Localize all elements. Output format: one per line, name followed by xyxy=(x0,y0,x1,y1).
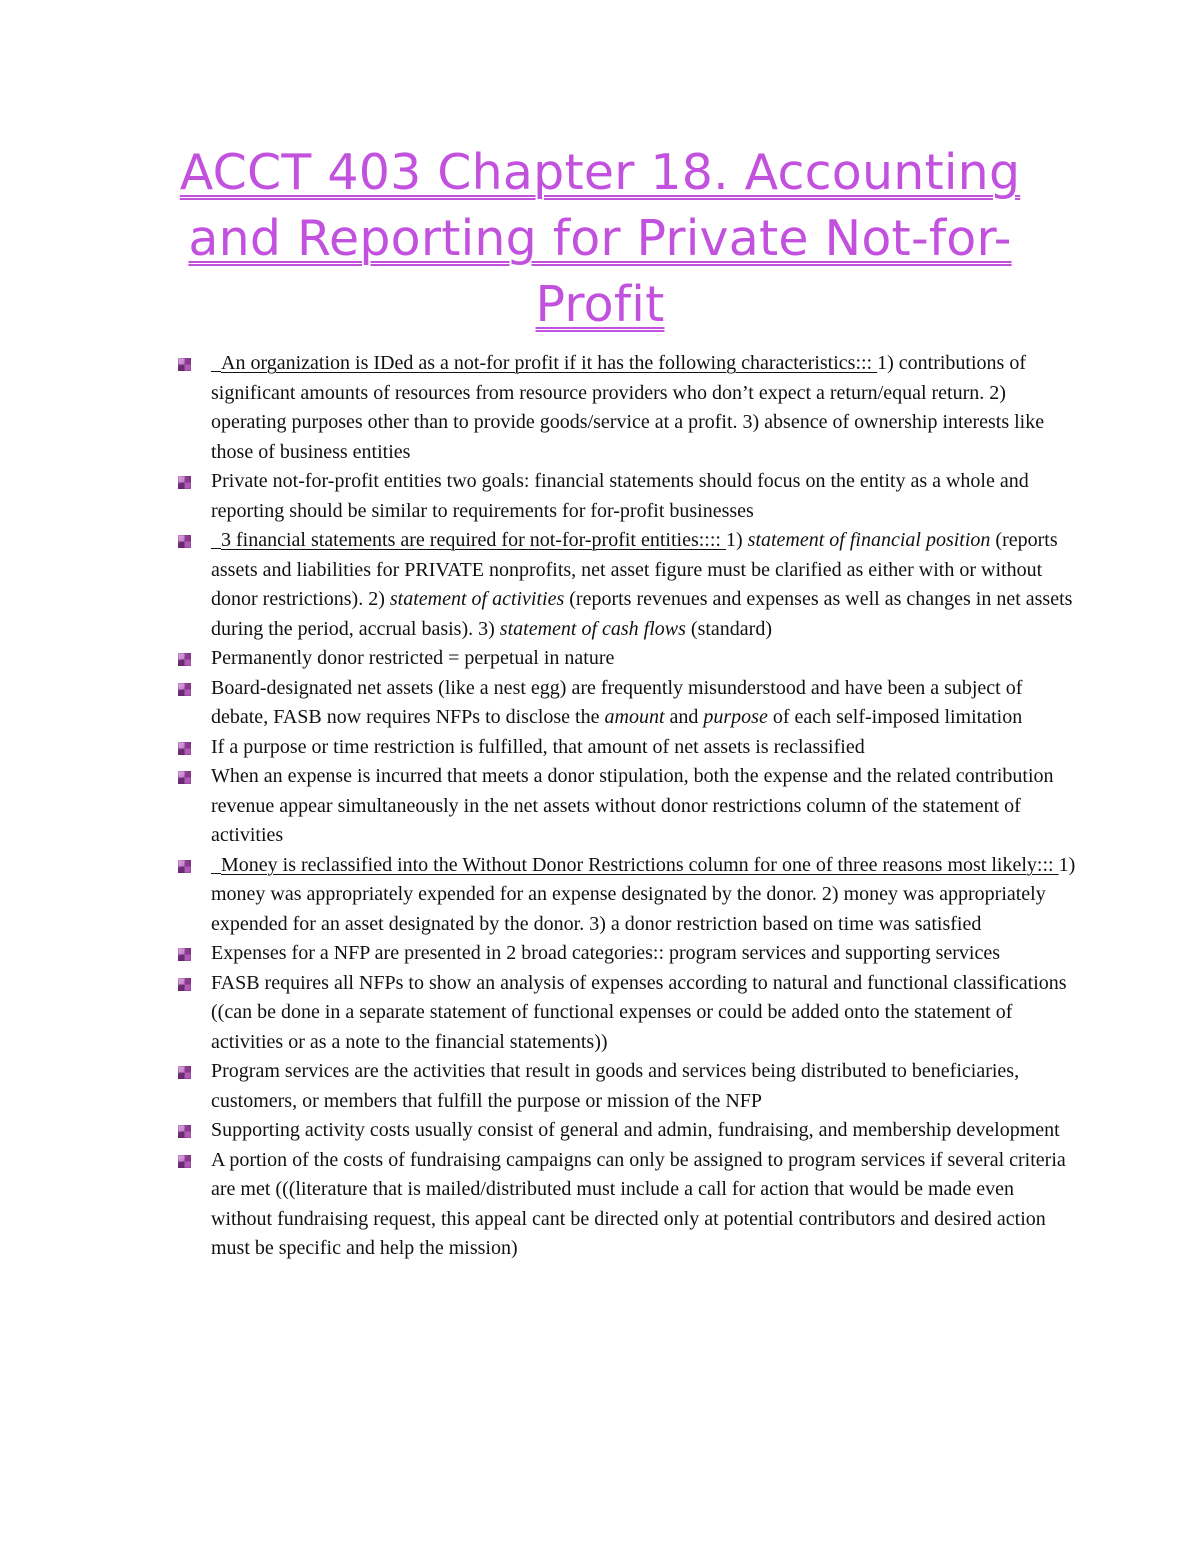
item-text: and xyxy=(664,706,704,728)
item-text: 1) xyxy=(725,529,748,551)
item-text: (reports revenues and expenses as well as changes in net assets during the period, accrual basis). 3) xyxy=(211,588,1073,640)
item-text: Expenses for a NFP are presented in 2 broad categories:: program services and supporting services xyxy=(211,942,1001,964)
underlined-lead-text: An organization is IDed as a not-for profit if it has the following characteristics::: xyxy=(221,352,878,374)
purple-square-bullet-icon xyxy=(178,1155,191,1168)
list-item xyxy=(176,762,1076,851)
item-text: Permanently donor restricted = perpetual in nature xyxy=(211,647,615,669)
purple-square-bullet-icon xyxy=(178,476,191,489)
item-text: (reports assets and liabilities for PRIVATE nonprofits, net asset figure must be clarified as either with or without donor restrictions). 2) xyxy=(211,529,1058,610)
purple-square-bullet-icon xyxy=(178,948,191,961)
item-text: A portion of the costs of fundraising campaigns can only be assigned to program services if several criteria are met (((literature that is mailed/distributed must include a call for action that would be made even without fundraising request, this appeal cant be directed only at potential contributors and desired action must be specific and help the mission) xyxy=(211,1148,1066,1259)
list-item xyxy=(176,1146,1076,1264)
item-text: 1) money was appropriately expended for an expense designated by the donor. 2) money was appropriately expended for an asset designated by the donor. 3) a donor restriction based on time was satisfied xyxy=(211,853,1076,935)
list-item xyxy=(176,644,1076,674)
document-title xyxy=(150,140,1050,338)
italic-term: statement of cash flows xyxy=(499,617,686,640)
italic-term: amount xyxy=(604,706,665,728)
item-text: (standard) xyxy=(685,617,772,640)
list-item xyxy=(176,349,1076,467)
underlined-lead-text: 3 financial statements are required for not-for-profit entities:::: xyxy=(221,529,726,551)
purple-square-bullet-icon xyxy=(178,860,191,873)
underline-lead xyxy=(211,872,221,874)
list-item xyxy=(176,467,1076,526)
title-line-2: and Reporting for Private Not-for- xyxy=(188,210,1012,267)
list-item xyxy=(176,733,1076,763)
list-item xyxy=(176,674,1076,733)
list-item xyxy=(176,1116,1076,1146)
purple-square-bullet-icon xyxy=(178,358,191,371)
purple-square-bullet-icon xyxy=(178,1066,191,1079)
item-text: of each self-imposed limitation xyxy=(767,706,1023,728)
item-text: Supporting activity costs usually consist of general and admin, fundraising, and membership development xyxy=(211,1119,1060,1141)
item-text: When an expense is incurred that meets a donor stipulation, both the expense and the related contribution revenue appear simultaneously in the net assets without donor restrictions column of the statement of activities xyxy=(211,765,1054,846)
list-item xyxy=(176,969,1076,1058)
item-text: FASB requires all NFPs to show an analysis of expenses according to natural and functional classifications ((can be done in a separate statement of functional expenses or could be added onto the statement of activities or as a note to the financial statements)) xyxy=(211,971,1067,1053)
list-item xyxy=(176,851,1076,940)
list-item xyxy=(176,526,1076,644)
item-text: Private not-for-profit entities two goals: financial statements should focus on the entity as a whole and reporting should be similar to requirements for for-profit businesses xyxy=(211,470,1029,522)
purple-square-bullet-icon xyxy=(178,535,191,548)
title-line-3: Profit xyxy=(535,276,665,333)
item-text: If a purpose or time restriction is fulfilled, that amount of net assets is reclassified xyxy=(211,735,865,758)
underline-lead xyxy=(211,547,221,549)
italic-term: statement of financial position xyxy=(747,529,991,551)
italic-term: statement of activities xyxy=(389,588,565,610)
purple-square-bullet-icon xyxy=(178,742,191,755)
underline-lead xyxy=(211,370,221,372)
purple-square-bullet-icon xyxy=(178,978,191,991)
list-item xyxy=(176,939,1076,969)
italic-term: purpose xyxy=(703,706,768,728)
list-item xyxy=(176,1057,1076,1116)
underlined-lead-text: Money is reclassified into the Without Donor Restrictions column for one of three reasons most likely::: xyxy=(221,853,1059,876)
purple-square-bullet-icon xyxy=(178,1125,191,1138)
item-text: Board-designated net assets (like a nest egg) are frequently misunderstood and have been a subject of debate, FASB now requires NFPs to disclose the xyxy=(211,676,1023,728)
purple-square-bullet-icon xyxy=(178,683,191,696)
title-line-1: ACCT 403 Chapter 18. Accounting xyxy=(179,144,1021,201)
purple-square-bullet-icon xyxy=(178,771,191,784)
item-text: 1) contributions of significant amounts of resources from resource providers who don’t expect a return/equal return. 2) operating purposes other than to provide goods/service at a profit. 3) absence of ownership interests like those of business entities xyxy=(211,352,1045,463)
bullet-list xyxy=(176,349,1076,1264)
purple-square-bullet-icon xyxy=(178,653,191,666)
item-text: Program services are the activities that result in goods and services being distributed to beneficiaries, customers, or members that fulfill the purpose or mission of the NFP xyxy=(211,1060,1020,1112)
